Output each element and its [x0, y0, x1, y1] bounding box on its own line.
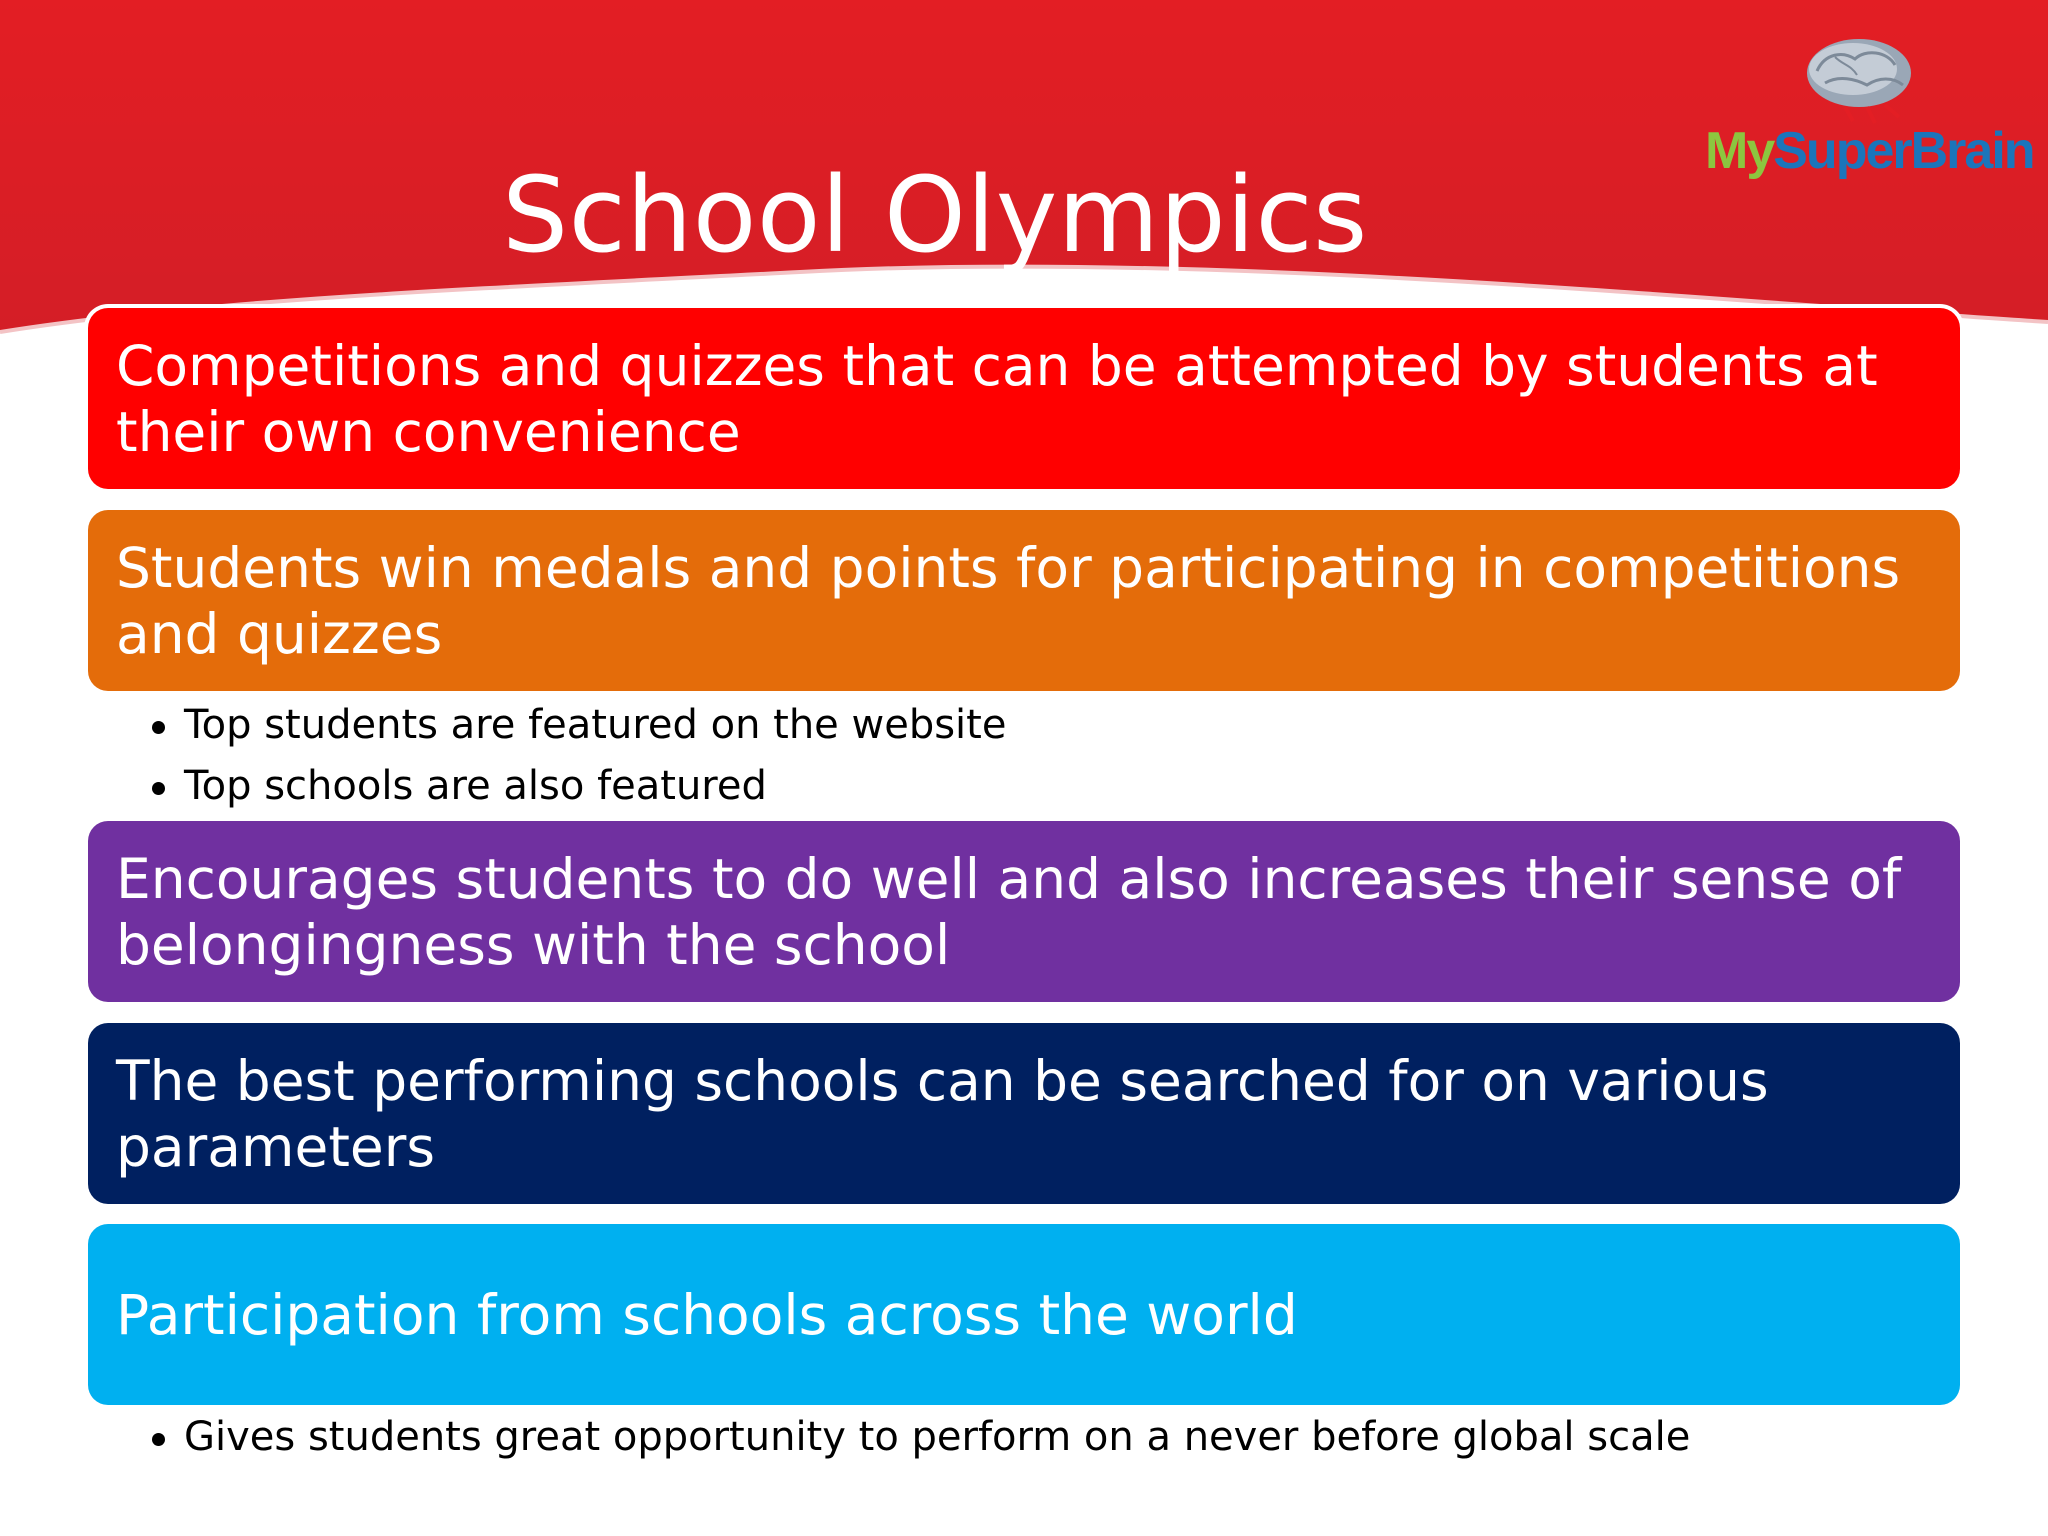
list-item: [150, 695, 1006, 756]
list-item: [150, 1407, 1690, 1468]
feature-box-encourages: [88, 821, 1960, 1002]
feature-box-text: Encourages students to do well and also increases their sense of belongingness with the school: [116, 846, 1902, 977]
list-item: [150, 756, 1006, 817]
feature-box-text: Competitions and quizzes that can be attempted by students at their own convenience: [116, 333, 1878, 464]
feature-box-text: Participation from schools across the world: [116, 1282, 1298, 1347]
bullet-icon: [152, 782, 165, 795]
feature-box-text: The best performing schools can be searched for on various parameters: [116, 1048, 1769, 1179]
page-title: School Olympics: [502, 153, 1368, 276]
bullet-text: Top students are featured on the website: [184, 702, 1007, 748]
feature-box-medals: [88, 510, 1960, 691]
logo-text-brain: Brain: [1910, 122, 2034, 180]
logo-text-my: My: [1705, 122, 1774, 180]
bullet-list-featured: [150, 695, 1006, 817]
feature-box-competitions: [88, 308, 1960, 489]
bullet-icon: [152, 721, 165, 734]
logo-text-super: Super: [1773, 122, 1911, 180]
mysuperbrain-logo: [1695, 35, 2040, 185]
feature-box-participation: [88, 1224, 1960, 1405]
bullet-list-global: [150, 1407, 1690, 1468]
feature-box-text: Students win medals and points for participating in competitions and quizzes: [116, 535, 1901, 666]
bullet-icon: [152, 1433, 165, 1446]
feature-box-best-schools: [88, 1023, 1960, 1204]
bullet-text: Top schools are also featured: [184, 763, 767, 809]
bullet-text: Gives students great opportunity to perform on a never before global scale: [184, 1414, 1691, 1460]
brain-icon: [1795, 35, 1925, 127]
